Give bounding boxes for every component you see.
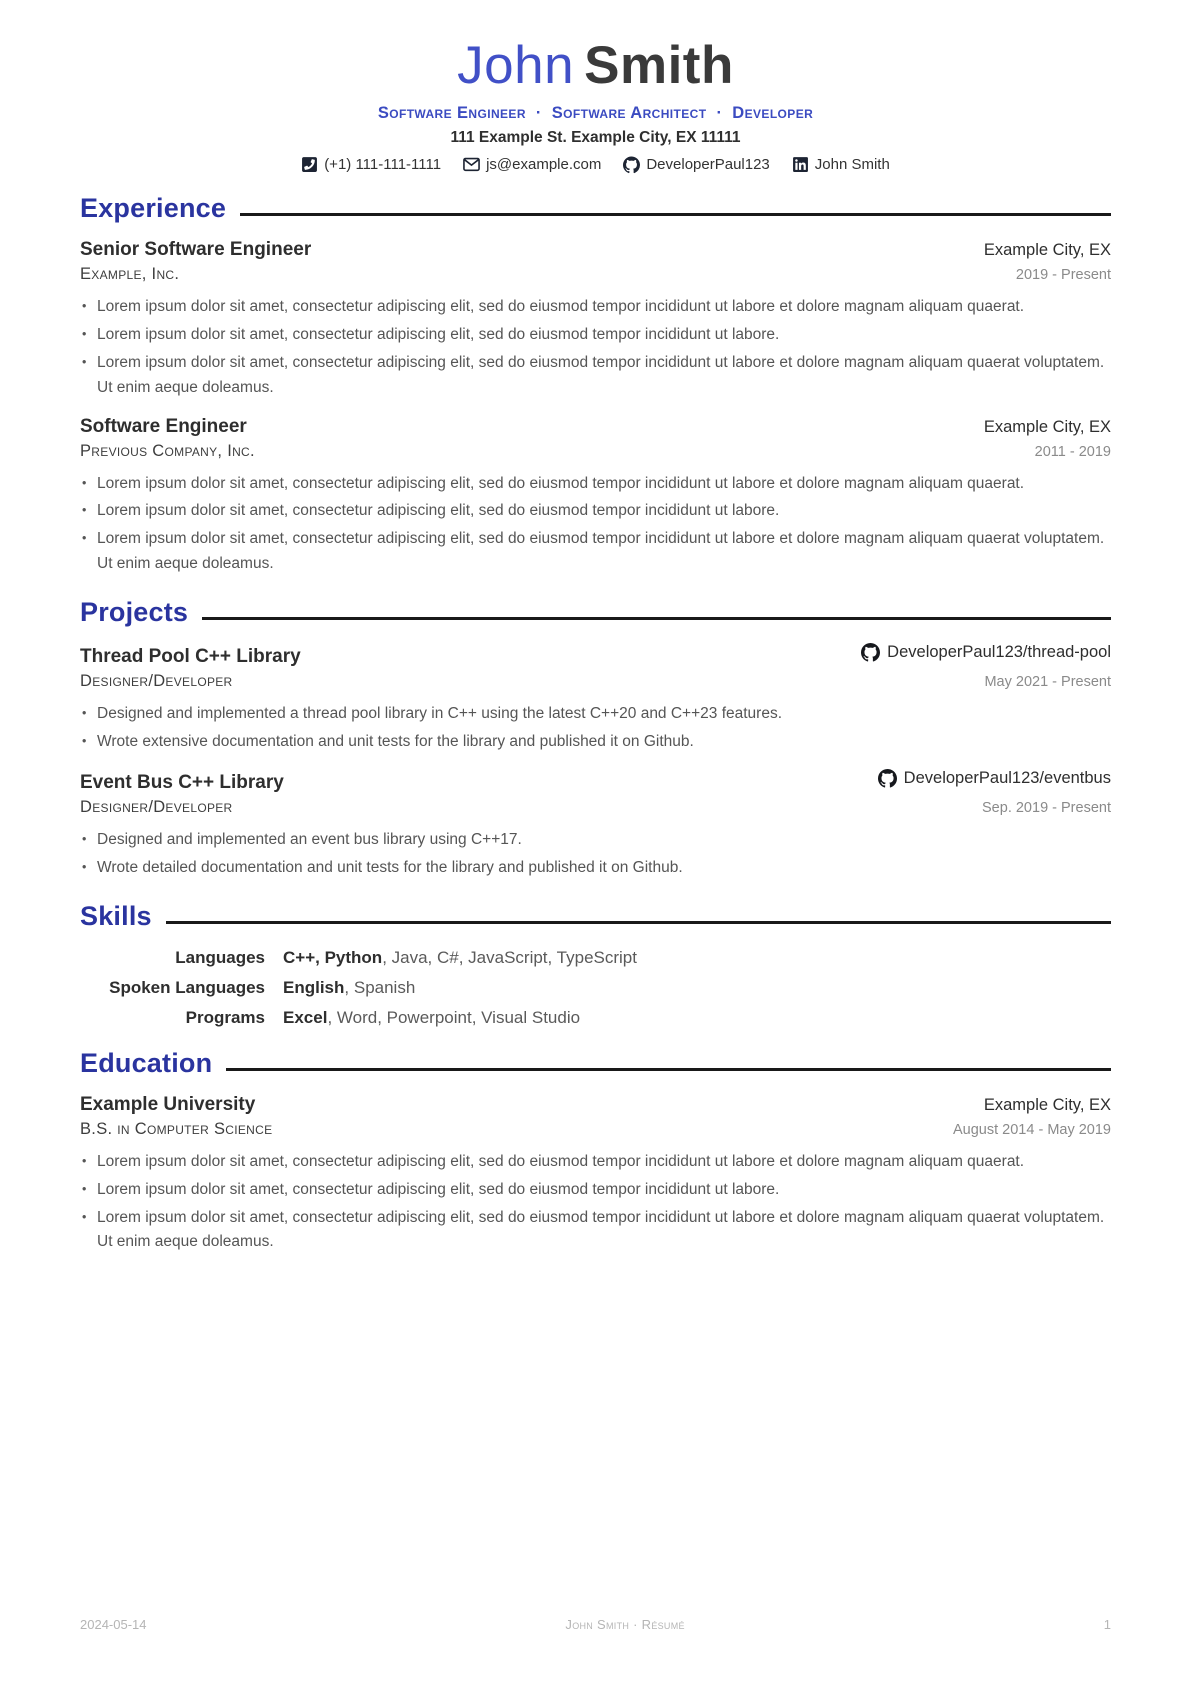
linkedin-name: John Smith (814, 156, 890, 174)
section-rule (226, 1068, 1111, 1071)
section-rule (202, 617, 1111, 620)
page-title (80, 36, 1111, 95)
bullet-item: • Lorem ipsum dolor sit amet, consectetur adipiscing elit, sed do eiusmod tempor incididunt ut labore. (80, 1178, 1111, 1203)
skill-values (283, 978, 415, 998)
skill-part: , Java, C#, JavaScript, TypeScript (382, 947, 637, 967)
project-repo: DeveloperPaul123/eventbus (903, 769, 1111, 788)
phone-number: (+1) 111-111-1111 (324, 156, 442, 174)
section-title-experience: Experience (80, 193, 227, 224)
job-title: Senior Software Engineer (80, 239, 312, 261)
section-projects-header (80, 597, 1111, 628)
bullet-item: • Lorem ipsum dolor sit amet, consectetur adipiscing elit, sed do eiusmod tempor incididunt ut labore et dolore magnam aliquam quaerat voluptatem. Ut enim aeque doleamus. (80, 1206, 1111, 1256)
skill-label: Languages (175, 947, 265, 967)
job-bullets (80, 295, 1111, 400)
bullet-item: • Lorem ipsum dolor sit amet, consectetur adipiscing elit, sed do eiusmod tempor incididunt ut labore. (80, 499, 1111, 524)
linkedin-icon (792, 156, 809, 173)
project-bullets (80, 702, 1111, 755)
project-repo-link[interactable] (861, 643, 1111, 662)
email-address: js@example.com (486, 156, 602, 174)
school-name: Example University (80, 1093, 256, 1115)
job-location: Example City, EX (983, 241, 1111, 260)
company-name: Previous Company, Inc. (80, 441, 255, 460)
job-dates: 2011 - 2019 (1034, 443, 1111, 460)
project-dates: Sep. 2019 - Present (982, 800, 1111, 817)
job-bullets (80, 472, 1111, 577)
skill-values (283, 948, 637, 968)
bullet-item: • Lorem ipsum dolor sit amet, consectetur adipiscing elit, sed do eiusmod tempor incididunt ut labore. (80, 323, 1111, 348)
phone-icon (301, 156, 318, 173)
project-title: Thread Pool C++ Library (80, 645, 301, 667)
bullet-item: • Lorem ipsum dolor sit amet, consectetur adipiscing elit, sed do eiusmod tempor incididunt ut labore et dolore magnam aliquam quaerat voluptatem. Ut enim aeque doleamus. (80, 527, 1111, 577)
skill-row (80, 948, 1111, 968)
bullet-item: • Wrote detailed documentation and unit tests for the library and published it on Github. (80, 856, 1111, 881)
first-name: John (457, 36, 575, 95)
skill-values (283, 1008, 580, 1028)
education-entry (80, 1094, 1111, 1255)
skill-part: , Spanish (344, 977, 416, 997)
skill-label: Spoken Languages (109, 977, 265, 997)
skill-part: C++, Python (283, 947, 383, 967)
github-icon (623, 156, 640, 173)
bullet-item: • Lorem ipsum dolor sit amet, consectetur adipiscing elit, sed do eiusmod tempor incididunt ut labore et dolore magnam aliquam quaerat. (80, 1150, 1111, 1175)
degree: B.S. in Computer Science (80, 1119, 273, 1138)
job-dates: 2019 - Present (1015, 267, 1111, 284)
project-bullets (80, 828, 1111, 881)
footer-page-number: 1 (1103, 1617, 1111, 1632)
project-entry (80, 769, 1111, 881)
project-entry (80, 643, 1111, 755)
phone-link[interactable] (301, 156, 441, 173)
project-title: Event Bus C++ Library (80, 772, 284, 794)
section-title-skills: Skills (80, 900, 152, 931)
education-dates: August 2014 - May 2019 (953, 1121, 1111, 1138)
section-rule (240, 213, 1111, 216)
bullet-item: • Wrote extensive documentation and unit tests for the library and published it on Github. (80, 730, 1111, 755)
education-bullets (80, 1150, 1111, 1255)
skill-label: Programs (185, 1007, 265, 1027)
section-experience-header (80, 193, 1111, 224)
bullet-item: • Lorem ipsum dolor sit amet, consectetur adipiscing elit, sed do eiusmod tempor incididunt ut labore et dolore magnam aliquam quaerat. (80, 295, 1111, 320)
github-icon (861, 643, 880, 662)
github-username: DeveloperPaul123 (646, 156, 770, 174)
experience-entry (80, 416, 1111, 577)
bullet-item: • Lorem ipsum dolor sit amet, consectetur adipiscing elit, sed do eiusmod tempor incididunt ut labore et dolore magnam aliquam quaerat. (80, 472, 1111, 497)
section-skills-header (80, 901, 1111, 932)
project-repo: DeveloperPaul123/thread-pool (887, 642, 1111, 661)
bullet-item: • Designed and implemented an event bus library using C++17. (80, 828, 1111, 853)
skill-part: , Word, Powerpoint, Visual Studio (327, 1007, 581, 1027)
project-role: Designer/Developer (80, 671, 233, 690)
skill-part: Excel (283, 1007, 328, 1027)
section-title-projects: Projects (80, 596, 189, 627)
school-location: Example City, EX (983, 1095, 1111, 1114)
footer-title: John Smith · Résumé (565, 1617, 685, 1632)
bullet-item: • Lorem ipsum dolor sit amet, consectetur adipiscing elit, sed do eiusmod tempor incididunt ut labore et dolore magnam aliquam quaerat voluptatem. Ut enim aeque doleamus. (80, 351, 1111, 401)
contact-row (80, 156, 1111, 173)
experience-entry (80, 239, 1111, 400)
skills-table (80, 948, 1111, 1028)
address: 111 Example St. Example City, EX 11111 (450, 129, 741, 147)
page-footer (80, 1617, 1111, 1632)
skill-row (80, 1008, 1111, 1028)
project-repo-link[interactable] (878, 769, 1111, 788)
section-rule (166, 921, 1111, 924)
section-title-education: Education (80, 1047, 213, 1078)
last-name: Smith (584, 36, 734, 95)
github-icon (878, 769, 897, 788)
linkedin-link[interactable] (792, 156, 890, 173)
footer-date: 2024-05-14 (80, 1617, 147, 1632)
company-name: Example, Inc. (80, 265, 180, 284)
skill-part: English (283, 977, 345, 997)
project-dates: May 2021 - Present (984, 673, 1111, 690)
github-link[interactable] (623, 156, 769, 173)
job-title: Software Engineer (80, 415, 247, 437)
section-education-header (80, 1048, 1111, 1079)
tagline: Software Engineer · Software Architect · Developer (377, 104, 814, 123)
job-location: Example City, EX (983, 417, 1111, 436)
skill-row (80, 978, 1111, 998)
project-role: Designer/Developer (80, 798, 233, 817)
email-icon (463, 156, 480, 173)
bullet-item: • Designed and implemented a thread pool library in C++ using the latest C++20 and C++23 features. (80, 702, 1111, 727)
email-link[interactable] (463, 156, 601, 173)
